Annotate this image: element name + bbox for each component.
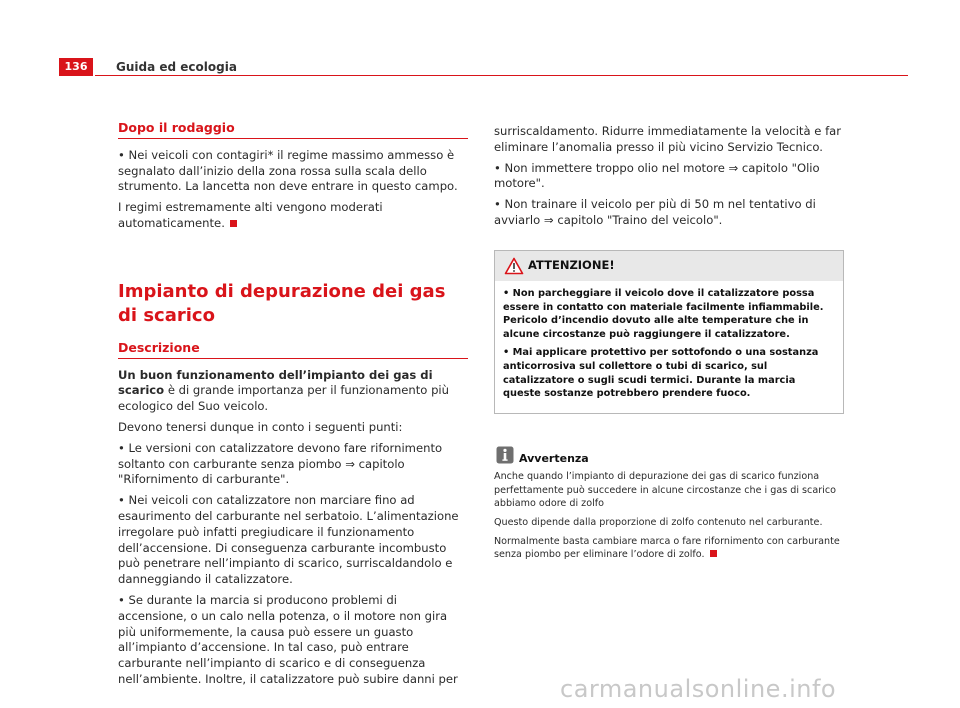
- after-breakin-paragraph-2-text: I regimi estremamente alti vengono moderati automaticamente.: [118, 200, 383, 230]
- warning-box: [494, 250, 844, 414]
- note-block: [494, 446, 846, 562]
- header-rule: [95, 75, 908, 76]
- info-icon: [496, 446, 514, 464]
- after-breakin-heading: Dopo il rodaggio: [118, 120, 468, 139]
- warning-triangle-icon: [504, 257, 524, 275]
- section-title: Guida ed ecologia: [116, 60, 237, 74]
- right-column: [494, 124, 846, 567]
- warning-body: [495, 281, 843, 413]
- note-paragraph-3: [494, 535, 846, 562]
- after-breakin-paragraph-1: • Nei veicoli con contagiri* il regime massimo ammesso è segnalato dall’inizio della zona rossa sulla scala dello strumento. La lancetta non deve entrare in questo campo.: [118, 147, 458, 194]
- warning-header: [495, 251, 843, 281]
- description-heading: Descrizione: [118, 340, 468, 359]
- bullet-unleaded-fuel: • Le versioni con catalizzatore devono fare rifornimento soltanto con carburante senza piombo ⇒ capitolo "Rifornimento di carburante".: [118, 440, 443, 487]
- bullet-ignition-problems: • Se durante la marcia si producono problemi di accensione, o un calo nella potenza, o il motore non gira più uniformemente, la causa può essere un guasto all’impianto d’accensione. In tal caso, può entrare carburante nell’impianto di scarico e di conseguenza nell’ambiente. Inoltre, il catalizzatore può subire danni per: [118, 592, 458, 686]
- note-body: [494, 470, 846, 562]
- note-paragraph-1: Anche quando l’impianto di depurazione dei gas di scarico funziona perfettamente può succedere in alcune circostanze che i gas di scarico abbiamo odore di zolfo: [494, 471, 836, 510]
- left-column: [118, 120, 468, 693]
- bullet-empty-tank: • Nei veicoli con catalizzatore non marciare fino ad esaurimento del carburante nel serbatoio. L’alimentazione irregolare può infatti pregiudicare il funzionamento dell’accensione. Di conseguenza carburante incombusto può penetrare nell’impianto di scarico, surriscaldandolo e danneggiando il catalizzatore.: [118, 493, 459, 587]
- page-number: 136: [59, 58, 93, 76]
- note-paragraph-2: Questo dipende dalla proporzione di zolfo contenuto nel carburante.: [494, 516, 823, 528]
- section-end-marker-icon: [230, 220, 237, 227]
- note-paragraph-3-text: Normalmente basta cambiare marca o fare rifornimento con carburante senza piombo per eliminare l’odore di zolfo.: [494, 535, 840, 561]
- warning-item-2: • Mai applicare protettivo per sottofondo o una sostanza anticorrosiva sul collettore o tubi di scarico, sul catalizzatore o sugli scudi termici. Durante la marcia queste sostanze potrebbero prendere fuoco.: [503, 346, 819, 400]
- bullet-oil: • Non immettere troppo olio nel motore ⇒ capitolo "Olio motore".: [494, 160, 820, 191]
- after-breakin-paragraph-2: [118, 200, 468, 232]
- points-intro: Devono tenersi dunque in conto i seguenti punti:: [118, 419, 403, 434]
- continuation-paragraph: surriscaldamento. Ridurre immediatamente la velocità e far eliminare l’anomalia presso il più vicino Servizio Tecnico.: [494, 124, 842, 154]
- note-end-marker-icon: [710, 550, 717, 557]
- note-header: [494, 446, 846, 468]
- warning-item-1: • Non parcheggiare il veicolo dove il catalizzatore possa essere in contatto con materiale facilmente infiammabile. Pericolo d’incendio dovuto alle alte temperature che in alcune circostanze può raggiungere il catalizzatore.: [503, 287, 824, 341]
- description-rest: è di grande importanza per il funzionamento più ecologico del Suo veicolo.: [118, 383, 450, 414]
- warning-title: ATTENZIONE!: [528, 257, 615, 272]
- watermark: carmanualsonline.info: [560, 675, 837, 703]
- description-bold-lead: Un buon funzionamento dell’impianto dei gas di scarico: [118, 367, 433, 398]
- note-title: Avvertenza: [519, 452, 589, 466]
- description-paragraph: [118, 368, 468, 415]
- main-heading: Impianto di depurazione dei gas di scarico: [118, 280, 446, 326]
- bullet-tow: • Non trainare il veicolo per più di 50 m nel tentativo di avviarlo ⇒ capitolo "Traino del veicolo".: [494, 197, 816, 227]
